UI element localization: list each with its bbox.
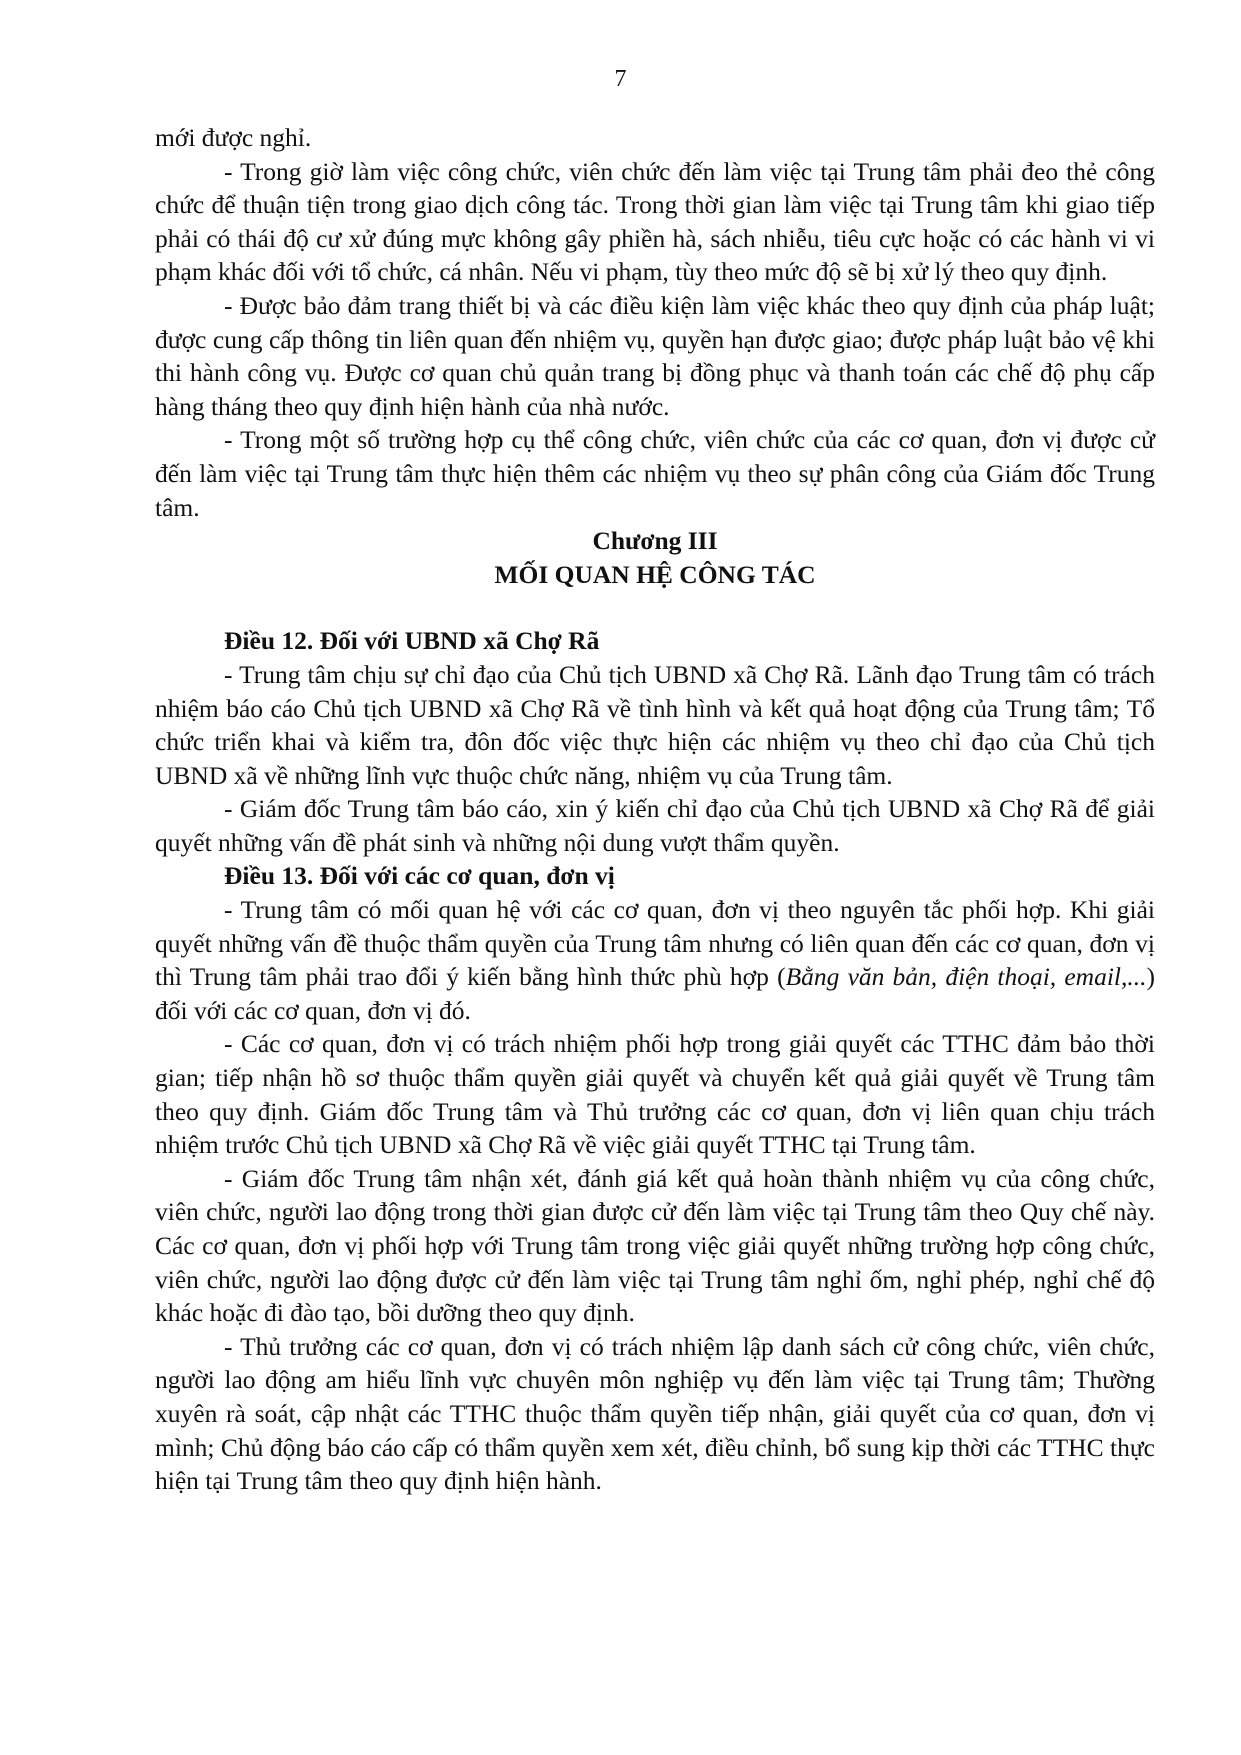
article-13-heading: Điều 13. Đối với các cơ quan, đơn vị: [224, 861, 615, 891]
paragraph: - Các cơ quan, đơn vị có trách nhiệm phối hợp trong giải quyết các TTHC đảm bảo thời gian; tiếp nhận hồ sơ thuộc thẩm quyền giải quyết và chuyển kết quả giải quyết về Trung tâm theo quy định. Giám đốc Trung tâm và Thủ trưởng các cơ quan, đơn vị liên quan chịu trách nhiệm trước Chủ tịch UBND xã Chợ Rã về việc giải quyết TTHC tại Trung tâm.: [155, 1029, 1155, 1160]
paragraph-continuation: mới được nghỉ.: [155, 123, 312, 152]
article-12-heading: Điều 12. Đối với UBND xã Chợ Rã: [224, 626, 600, 656]
paragraph: - Trong giờ làm việc công chức, viên chức đến làm việc tại Trung tâm phải đeo thẻ công chức để thuận tiện trong giao dịch công tác. Trong thời gian làm việc tại Trung tâm khi giao tiếp phải có thái độ cư xử đúng mực không gây phiền hà, sách nhiễu, tiêu cực hoặc có các hành vi vi phạm khác đối với tổ chức, cá nhân. Nếu vi phạm, tùy theo mức độ sẽ bị xử lý theo quy định.: [155, 156, 1155, 287]
paragraph: - Được bảo đảm trang thiết bị và các điều kiện làm việc khác theo quy định của pháp luật; được cung cấp thông tin liên quan đến nhiệm vụ, quyền hạn được giao; được pháp luật bảo vệ khi thi hành công vụ. Được cơ quan chủ quản trang bị đồng phục và thanh toán các chế độ phụ cấp hàng tháng theo quy định hiện hành của nhà nước.: [155, 290, 1155, 421]
document-body: [155, 121, 1155, 1498]
paragraph-text: ) đối với các cơ quan, đơn vị đó.: [155, 962, 1155, 1025]
paragraph: [155, 893, 1155, 1027]
paragraph: - Giám đốc Trung tâm nhận xét, đánh giá kết quả hoàn thành nhiệm vụ của công chức, viên chức, người lao động trong thời gian được cử đến làm việc tại Trung tâm theo Quy chế này. Các cơ quan, đơn vị phối hợp với Trung tâm trong việc giải quyết những trường hợp công chức, viên chức, người lao động được cử đến làm việc tại Trung tâm nghỉ ốm, nghỉ phép, nghỉ chế độ khác hoặc đi đào tạo, bồi dưỡng theo quy định.: [155, 1163, 1155, 1328]
paragraph: - Trong một số trường hợp cụ thể công chức, viên chức của các cơ quan, đơn vị được cử đến làm việc tại Trung tâm thực hiện thêm các nhiệm vụ theo sự phân công của Giám đốc Trung tâm.: [155, 425, 1155, 522]
paragraph-italic-text: Bằng văn bản, điện thoại, email,...: [785, 962, 1147, 992]
paragraph: - Trung tâm chịu sự chỉ đạo của Chủ tịch UBND xã Chợ Rã. Lãnh đạo Trung tâm có trách nhiệm báo cáo Chủ tịch UBND xã Chợ Rã về tình hình và kết quả hoạt động của Trung tâm; Tổ chức triển khai và kiểm tra, đôn đốc việc thực hiện các nhiệm vụ theo chỉ đạo của Chủ tịch UBND xã về những lĩnh vực thuộc chức năng, nhiệm vụ của Trung tâm.: [155, 659, 1155, 790]
paragraph: - Thủ trưởng các cơ quan, đơn vị có trách nhiệm lập danh sách cử công chức, viên chức, người lao động am hiểu lĩnh vực chuyên môn nghiệp vụ đến làm việc tại Trung tâm; Thường xuyên rà soát, cập nhật các TTHC thuộc thẩm quyền tiếp nhận, giải quyết của cơ quan, đơn vị mình; Chủ động báo cáo cấp có thẩm quyền xem xét, điều chỉnh, bổ sung kịp thời các TTHC thực hiện tại Trung tâm theo quy định hiện hành.: [155, 1331, 1155, 1496]
page-number: 7: [614, 66, 627, 92]
chapter-title: MỐI QUAN HỆ CÔNG TÁC: [494, 559, 816, 589]
chapter-label: Chương III: [592, 526, 718, 556]
paragraph-text: - Trung tâm có mối quan hệ với các cơ quan, đơn vị theo nguyên tắc phối hợp. Khi giải quyết những vấn đề thuộc thẩm quyền của Trung tâm nhưng có liên quan đến các cơ quan, đơn vị thì Trung tâm phải trao đổi ý kiến bằng hình thức phù hợp (: [155, 895, 1155, 992]
paragraph: - Giám đốc Trung tâm báo cáo, xin ý kiến chỉ đạo của Chủ tịch UBND xã Chợ Rã để giải quyết những vấn đề phát sinh và những nội dung vượt thẩm quyền.: [155, 794, 1155, 857]
